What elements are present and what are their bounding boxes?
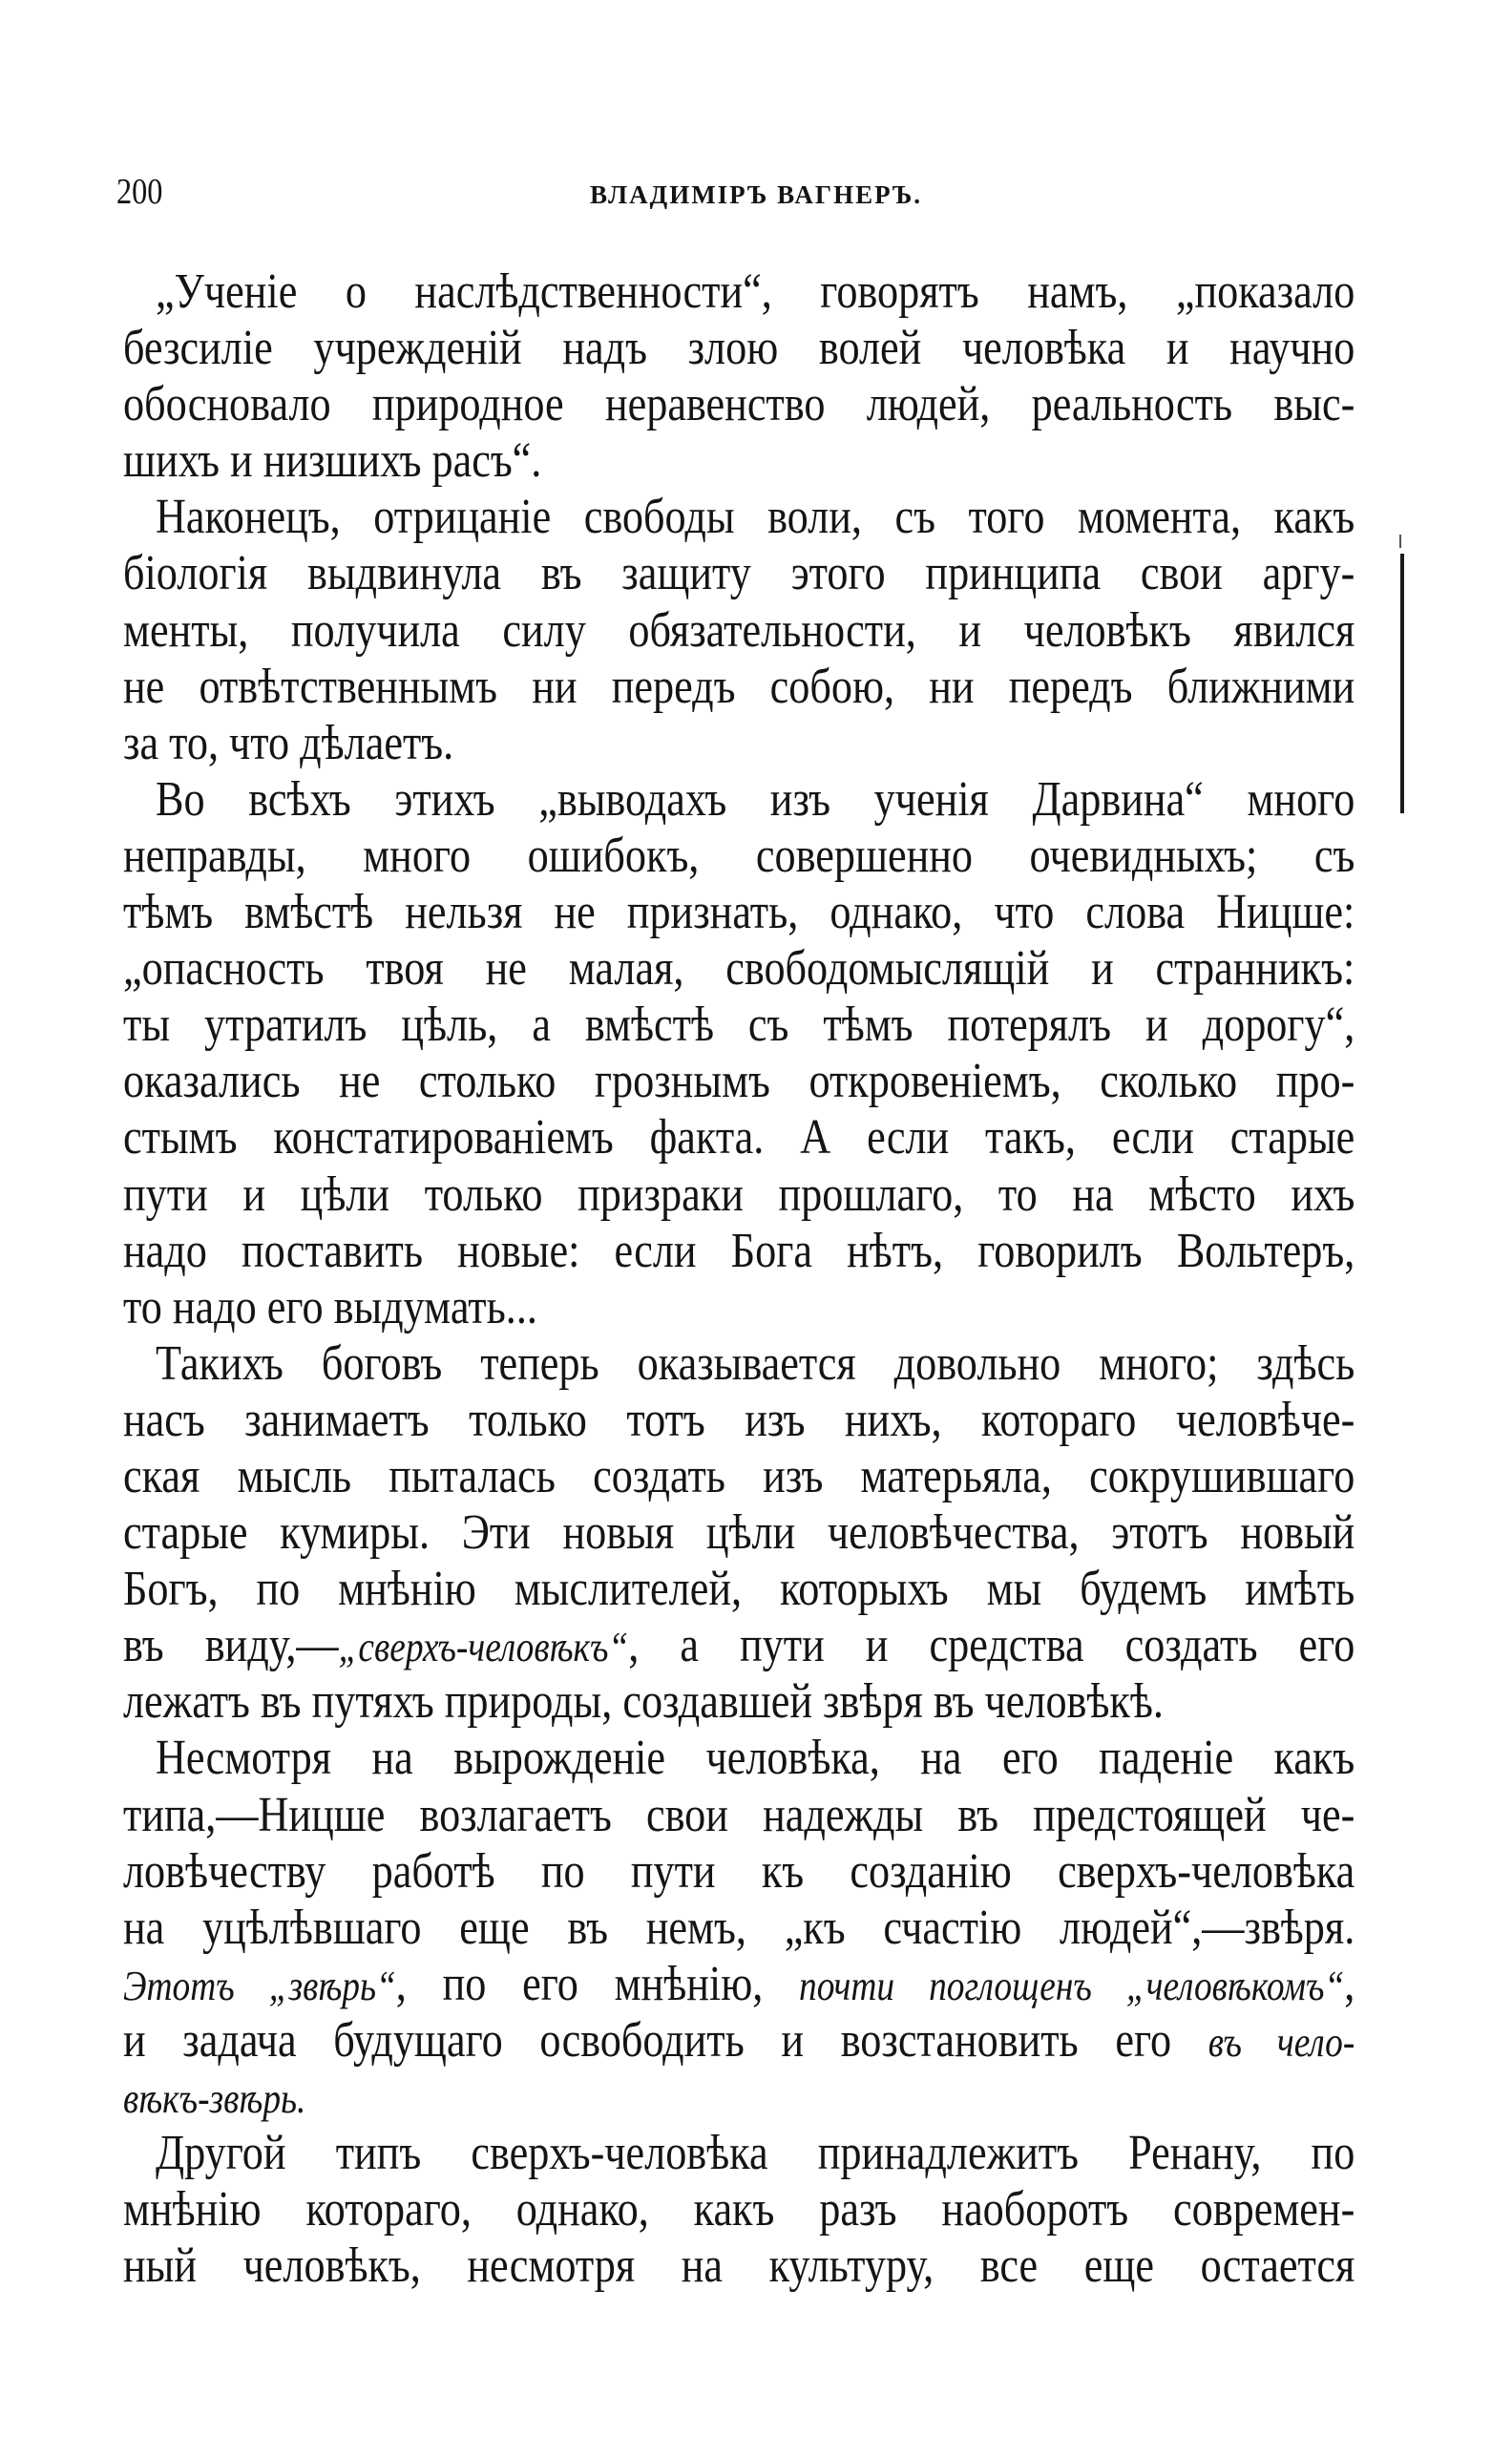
text: Несмотря на вырожденіе человѣка, на его паденіе какъ [156,1731,1355,1786]
text: въ виду,— [123,1618,339,1673]
text-line [123,2069,1354,2125]
paragraph [123,263,1354,489]
text-line [123,1843,1354,1900]
text-line [123,715,1354,771]
text: обосновало природное неравенство людей, реальность выс- [123,377,1355,432]
text: Наконецъ, отрицаніе свободы воли, съ того момента, какъ [156,490,1355,545]
paragraph [123,771,1354,1335]
margin-sideline-mark [1400,554,1404,813]
paragraph [123,1335,1354,1731]
text: насъ занимаетъ только тотъ изъ нихъ, котораго человѣче- [123,1392,1355,1447]
text-line [123,489,1354,545]
body-text [123,263,1354,2294]
text-line [123,2237,1354,2294]
italic-text: въ чело- [1208,2018,1355,2066]
text-line [123,2012,1354,2069]
italic-text: Этотъ „звѣрь“ [123,1962,396,2009]
text: Такихъ боговъ теперь оказывается довольно много; здѣсь [156,1335,1355,1391]
text: „опасность твоя не малая, свободомыслящій и странникъ: [123,941,1355,997]
text-line [123,884,1354,940]
text: на уцѣлѣвшаго еще въ немъ, „къ счастію людей“,—звѣря. [123,1900,1355,1955]
text-line [123,940,1354,997]
text-line [123,1900,1354,1956]
text-line [123,2181,1354,2237]
paragraph [123,1730,1354,2125]
text: неправды, много ошибокъ, совершенно очевидныхъ; съ [123,828,1355,883]
text-line [123,1392,1354,1448]
text: за то, что дѣлаетъ. [123,715,454,770]
text-line [123,1279,1354,1335]
text: безсиліе учрежденій надъ злою волей человѣка и научно [123,321,1355,376]
text: мнѣнію котораго, однако, какъ разъ наоборотъ современ- [123,2182,1355,2237]
text-line [123,432,1354,489]
text: „Ученіе о наслѣдственности“, говорятъ намъ, „показало [156,264,1355,319]
italic-text: „сверхъ-человѣкъ“ [338,1624,629,1671]
text-line [123,1956,1354,2012]
text: оказались не столько грознымъ откровеніемъ, сколько про- [123,1054,1355,1109]
text: ская мысль пыталась создать изъ матерьяла, сокрушившаго [123,1448,1355,1503]
text-line [123,602,1354,659]
text: Во всѣхъ этихъ „выводахъ изъ ученія Дарвина“ много [156,771,1355,827]
text: ловѣчеству работѣ по пути къ созданію сверхъ-человѣка [123,1843,1355,1899]
text: ты утратилъ цѣль, а вмѣстѣ съ тѣмъ потерялъ и дорогу“, [123,998,1355,1053]
margin-mark [1399,535,1401,548]
text-line [123,1561,1354,1617]
text-line [123,376,1354,432]
text: менты, получила силу обязательности, и человѣкъ явился [123,602,1355,658]
text: , а пути и средства создать его [628,1618,1355,1673]
paragraph [123,2125,1354,2294]
text: старые кумиры. Эти новыя цѣли человѣчества, этотъ новый [123,1505,1355,1561]
text-line [123,1109,1354,1166]
text: ный человѣкъ, несмотря на культуру, все еще остается [123,2238,1355,2294]
italic-text: вѣкъ-звѣрь. [123,2075,306,2122]
text: типа,—Ницше возлагаетъ свои надежды въ предстоящей че- [123,1787,1355,1842]
text: и задача будущаго освободить и возстановить его [123,2012,1208,2068]
text-line [123,997,1354,1053]
text-line [123,545,1354,601]
text: не отвѣтственнымъ ни передъ собою, ни передъ ближними [123,659,1355,714]
text-line [123,1053,1354,1109]
text: лежатъ въ путяхъ природы, создавшей звѣря въ человѣкѣ. [123,1674,1164,1730]
text: надо поставить новые: если Бога нѣтъ, говорилъ Вольтеръ, [123,1223,1355,1278]
text-line [123,1504,1354,1561]
text-line [123,1448,1354,1504]
text-line [123,1787,1354,1843]
text-line [123,2125,1354,2181]
text-line [123,1673,1354,1730]
text: Богъ, по мнѣнію мыслителей, которыхъ мы будемъ имѣть [123,1562,1355,1617]
text-line [123,659,1354,715]
text: пути и цѣли только призраки прошлаго, то на мѣсто ихъ [123,1166,1355,1222]
text: біологія выдвинула въ защиту этого принципа свои аргу- [123,546,1355,601]
text: Другой типъ сверхъ-человѣка принадлежитъ Ренану, по [156,2126,1355,2181]
text-line [123,1335,1354,1392]
text: шихъ и низшихъ расъ“. [123,433,542,489]
text: , по его мнѣнію, [395,1956,800,2011]
italic-text: почти поглощенъ „человѣкомъ“ [799,1962,1345,2009]
running-title: ВЛАДИМІРЪ ВАГНЕРЪ. [590,180,922,209]
text-line [123,320,1354,376]
text-line [123,828,1354,884]
text: , [1344,1956,1355,2011]
text-line [123,1730,1354,1786]
text-line [123,1166,1354,1223]
paragraph [123,489,1354,770]
text-line [123,1617,1354,1673]
text-line [123,263,1354,320]
text: стымъ констатированіемъ факта. А если такъ, если старые [123,1110,1355,1166]
text-line [123,1223,1354,1279]
page-number: 200 [116,172,163,212]
text: то надо его выдумать... [123,1279,537,1334]
text-line [123,771,1354,828]
text: тѣмъ вмѣстѣ нельзя не признать, однако, что слова Ницше: [123,885,1355,940]
